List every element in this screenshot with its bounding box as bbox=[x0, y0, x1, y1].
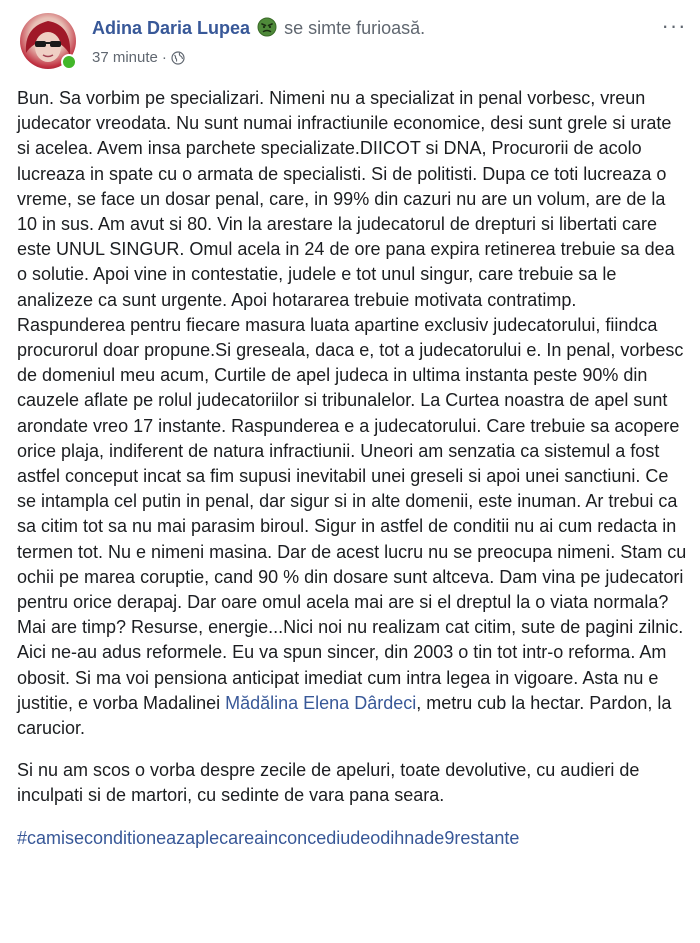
online-status-dot bbox=[61, 54, 77, 70]
paragraph-text-continued: , metru cub la hectar. Pardon, la carucior. bbox=[17, 692, 672, 739]
author-name-link[interactable]: Adina Daria Lupea bbox=[92, 18, 251, 38]
feeling-text[interactable]: se simte furioasă. bbox=[284, 18, 426, 38]
meta-separator: · bbox=[161, 49, 167, 66]
post-meta bbox=[92, 49, 185, 69]
post-header bbox=[20, 13, 690, 73]
ellipsis-icon: ··· bbox=[661, 13, 687, 38]
paragraph-text: Bun. Sa vorbim pe specializari. Nimeni nu a specializat in penal vorbesc, vreun judecator vreodata. Nu sunt numai infractiunile economice, desi sunt grele si urate si acelea. Avem insa parchete specializate.DIICOT si DNA, Procurorii de acolo lucreaza in spate cu o armata de specialisti. Si de politisti. Dupa ce toti lucreaza o vreme, se face un dosar penal, care, in 99% din cazuri nu are un volum, are de la 10 in sus. Am avut si 80. Vin la arestare la judecatorul de drepturi si libertati care este UNUL SINGUR. Omul acela in 24 de ore pana expira retinerea trebuie sa dea o solutie. Apoi vine in contestatie, judele e tot unul singur, care trebuie sa le analizeze ca sunt urgente. Apoi hotararea trebuie motivata contratimp. Raspunderea pentru fiecare masura luata apartine exclusiv judecatorului, fiindca procurorul doar propune.Si greseala, daca e, tot a judecatorului e. In penal, vorbesc de domeniul meu acum, Curtile de apel judeca in ultima instanta peste 90% din cauzele aflate pe rolul judecatoriilor si tribunalelor. La Curtea noastra de apel sunt arondate vreo 17 instante. Raspunderea e a judecatorului. Care trebuie sa acopere orice plaja, indiferent de natura infractiunii. Uneori am senzatia ca sistemul a fost astfel conceput incat sa fim supusi inevitabil unei greseli si apoi unei sanctiuni. Ce se intampla cel putin in penal, dar sigur si in alte domenii, este inuman. Ar trebui ca sa citim tot sa nu mai parasim biroul. Sigur in astfel de conditii nu ai cum redacta in termen tot. Nu e nimeni masina. Dar de acest lucru nu se preocupa nimeni. Stam cu ochii pe marea coruptie, cand 90 % din dosare sunt altceva. Dam vina pe judecatori pentru orice derapaj. Dar oare omul acela mai are si el dreptul la o viata normala? Mai are timp? Resurse, energie...Nici noi nu realizam cat citim, sute de pagini zilnic. Aici ne-au adus reformele. Eu va spun sincer, din 2003 o tin tot intr-o reforma. Am obosit. Si ma voi pensiona anticipat imediat cum intra legea in vigoare. Asta nu e justitie, e vorba Madalinei bbox=[17, 88, 687, 713]
post-paragraph-1 bbox=[17, 86, 689, 741]
angry-face-icon bbox=[257, 17, 277, 42]
post-body bbox=[17, 86, 689, 868]
hashtag-link[interactable]: #camiseconditioneazaplecareainconcediudeodihnade9restante bbox=[17, 827, 520, 848]
mention-link[interactable]: Mădălina Elena Dârdeci bbox=[225, 692, 417, 713]
post-paragraph-2: Si nu am scos o vorba despre zecile de apeluri, toate devolutive, cu audieri de inculpati si de martori, cu sedinte de vara pana seara. bbox=[17, 760, 640, 806]
author-line bbox=[92, 17, 425, 42]
globe-icon[interactable] bbox=[171, 51, 185, 69]
post-timestamp[interactable]: 37 minute bbox=[92, 49, 158, 66]
post-options-button[interactable] bbox=[660, 13, 688, 39]
author-avatar-wrapper[interactable] bbox=[20, 13, 76, 69]
